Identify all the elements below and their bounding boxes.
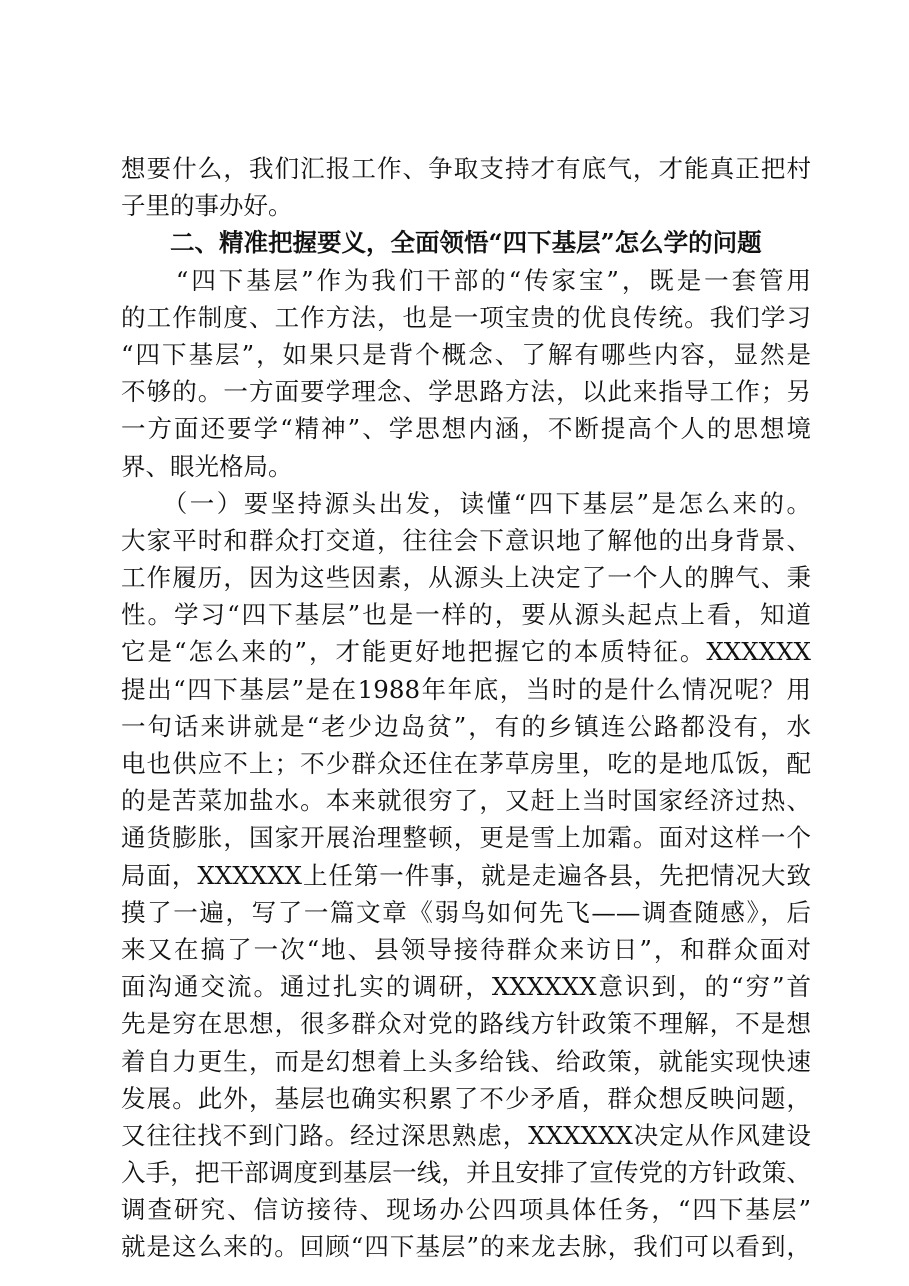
paragraph-heirloom <box>121 262 811 485</box>
text-line: 先是穷在思想，很多群众对党的路线方针政策不理解，不是想 <box>121 1009 811 1039</box>
text-line: 通货膨胀，国家开展治理整顿，更是雪上加霜。面对这样一个 <box>121 823 811 853</box>
text-line: 就是这么来的。回顾“四下基层”的来龙去脉，我们可以看到， <box>121 1232 811 1262</box>
text-line: “四下基层”作为我们干部的“传家宝”，既是一套管用 <box>121 265 811 295</box>
text-line: 大家平时和群众打交道，往往会下意识地了解他的出身背景、 <box>121 525 811 555</box>
text-line: 又往往找不到门路。经过深思熟虑，XXXXXX决定从作风建设 <box>121 1120 811 1150</box>
text-line: 不够的。一方面要学理念、学思路方法，以此来指导工作；另 <box>121 377 811 407</box>
section-heading <box>121 224 811 261</box>
text-line: 调查研究、信访接待、现场办公四项具体任务，“四下基层” <box>121 1195 811 1225</box>
text-line: 的工作制度、工作方法，也是一项宝贵的优良传统。我们学习 <box>121 302 811 332</box>
text-line: 子里的事办好。 <box>121 191 293 221</box>
text-line: 入手，把干部调度到基层一线，并且安排了宣传党的方针政策、 <box>121 1158 811 1188</box>
text-line: 摸了一遍，写了一篇文章《弱鸟如何先飞——调查随感》，后 <box>121 897 811 927</box>
text-line: 来又在搞了一次“地、县领导接待群众来访日”，和群众面对 <box>121 934 811 964</box>
text-line: 电也供应不上；不少群众还住在茅草房里，吃的是地瓜饭，配 <box>121 749 811 778</box>
paragraph-village-affairs <box>121 150 811 224</box>
text-line: 工作履历，因为这些因素，从源头上决定了一个人的脾气、秉 <box>121 563 811 593</box>
text-line: （一）要坚持源头出发，读懂“四下基层”是怎么来的。 <box>121 488 811 518</box>
text-line: 它是“怎么来的”，才能更好地把握它的本质特征。XXXXXX <box>121 637 811 667</box>
text-line: “四下基层”，如果只是背个概念、了解有哪些内容，显然是 <box>121 339 811 369</box>
text-line: 发展。此外，基层也确实积累了不少矛盾，群众想反映问题， <box>121 1083 811 1113</box>
text-line: 界、眼光格局。 <box>121 451 293 481</box>
text-line: 提出“四下基层”是在1988年年底，当时的是什么情况呢？用 <box>121 674 811 704</box>
text-line: 想要什么，我们汇报工作、争取支持才有底气，才能真正把村 <box>121 154 811 183</box>
text-line: 局面，XXXXXX上任第一件事，就是走遍各县，先把情况大致 <box>121 860 811 890</box>
paragraph-origin <box>121 485 811 1266</box>
heading-line: 二、精准把握要义，全面领悟“四下基层”怎么学的问题 <box>121 228 762 258</box>
text-line: 一句话来讲就是“老少边岛贫”，有的乡镇连公路都没有，水 <box>121 711 811 741</box>
text-line: 性。学习“四下基层”也是一样的，要从源头起点上看，知道 <box>121 600 811 630</box>
text-line: 面沟通交流。通过扎实的调研，XXXXXX意识到，的“穷”首 <box>121 972 811 1002</box>
document-page <box>121 150 811 1266</box>
text-line: 的是苦菜加盐水。本来就很穷了，又赶上当时国家经济过热、 <box>121 786 811 816</box>
text-line: 一方面还要学“精神”、学思想内涵，不断提高个人的思想境 <box>121 414 811 444</box>
text-line: 着自力更生，而是幻想着上头多给钱、给政策，就能实现快速 <box>121 1046 811 1076</box>
